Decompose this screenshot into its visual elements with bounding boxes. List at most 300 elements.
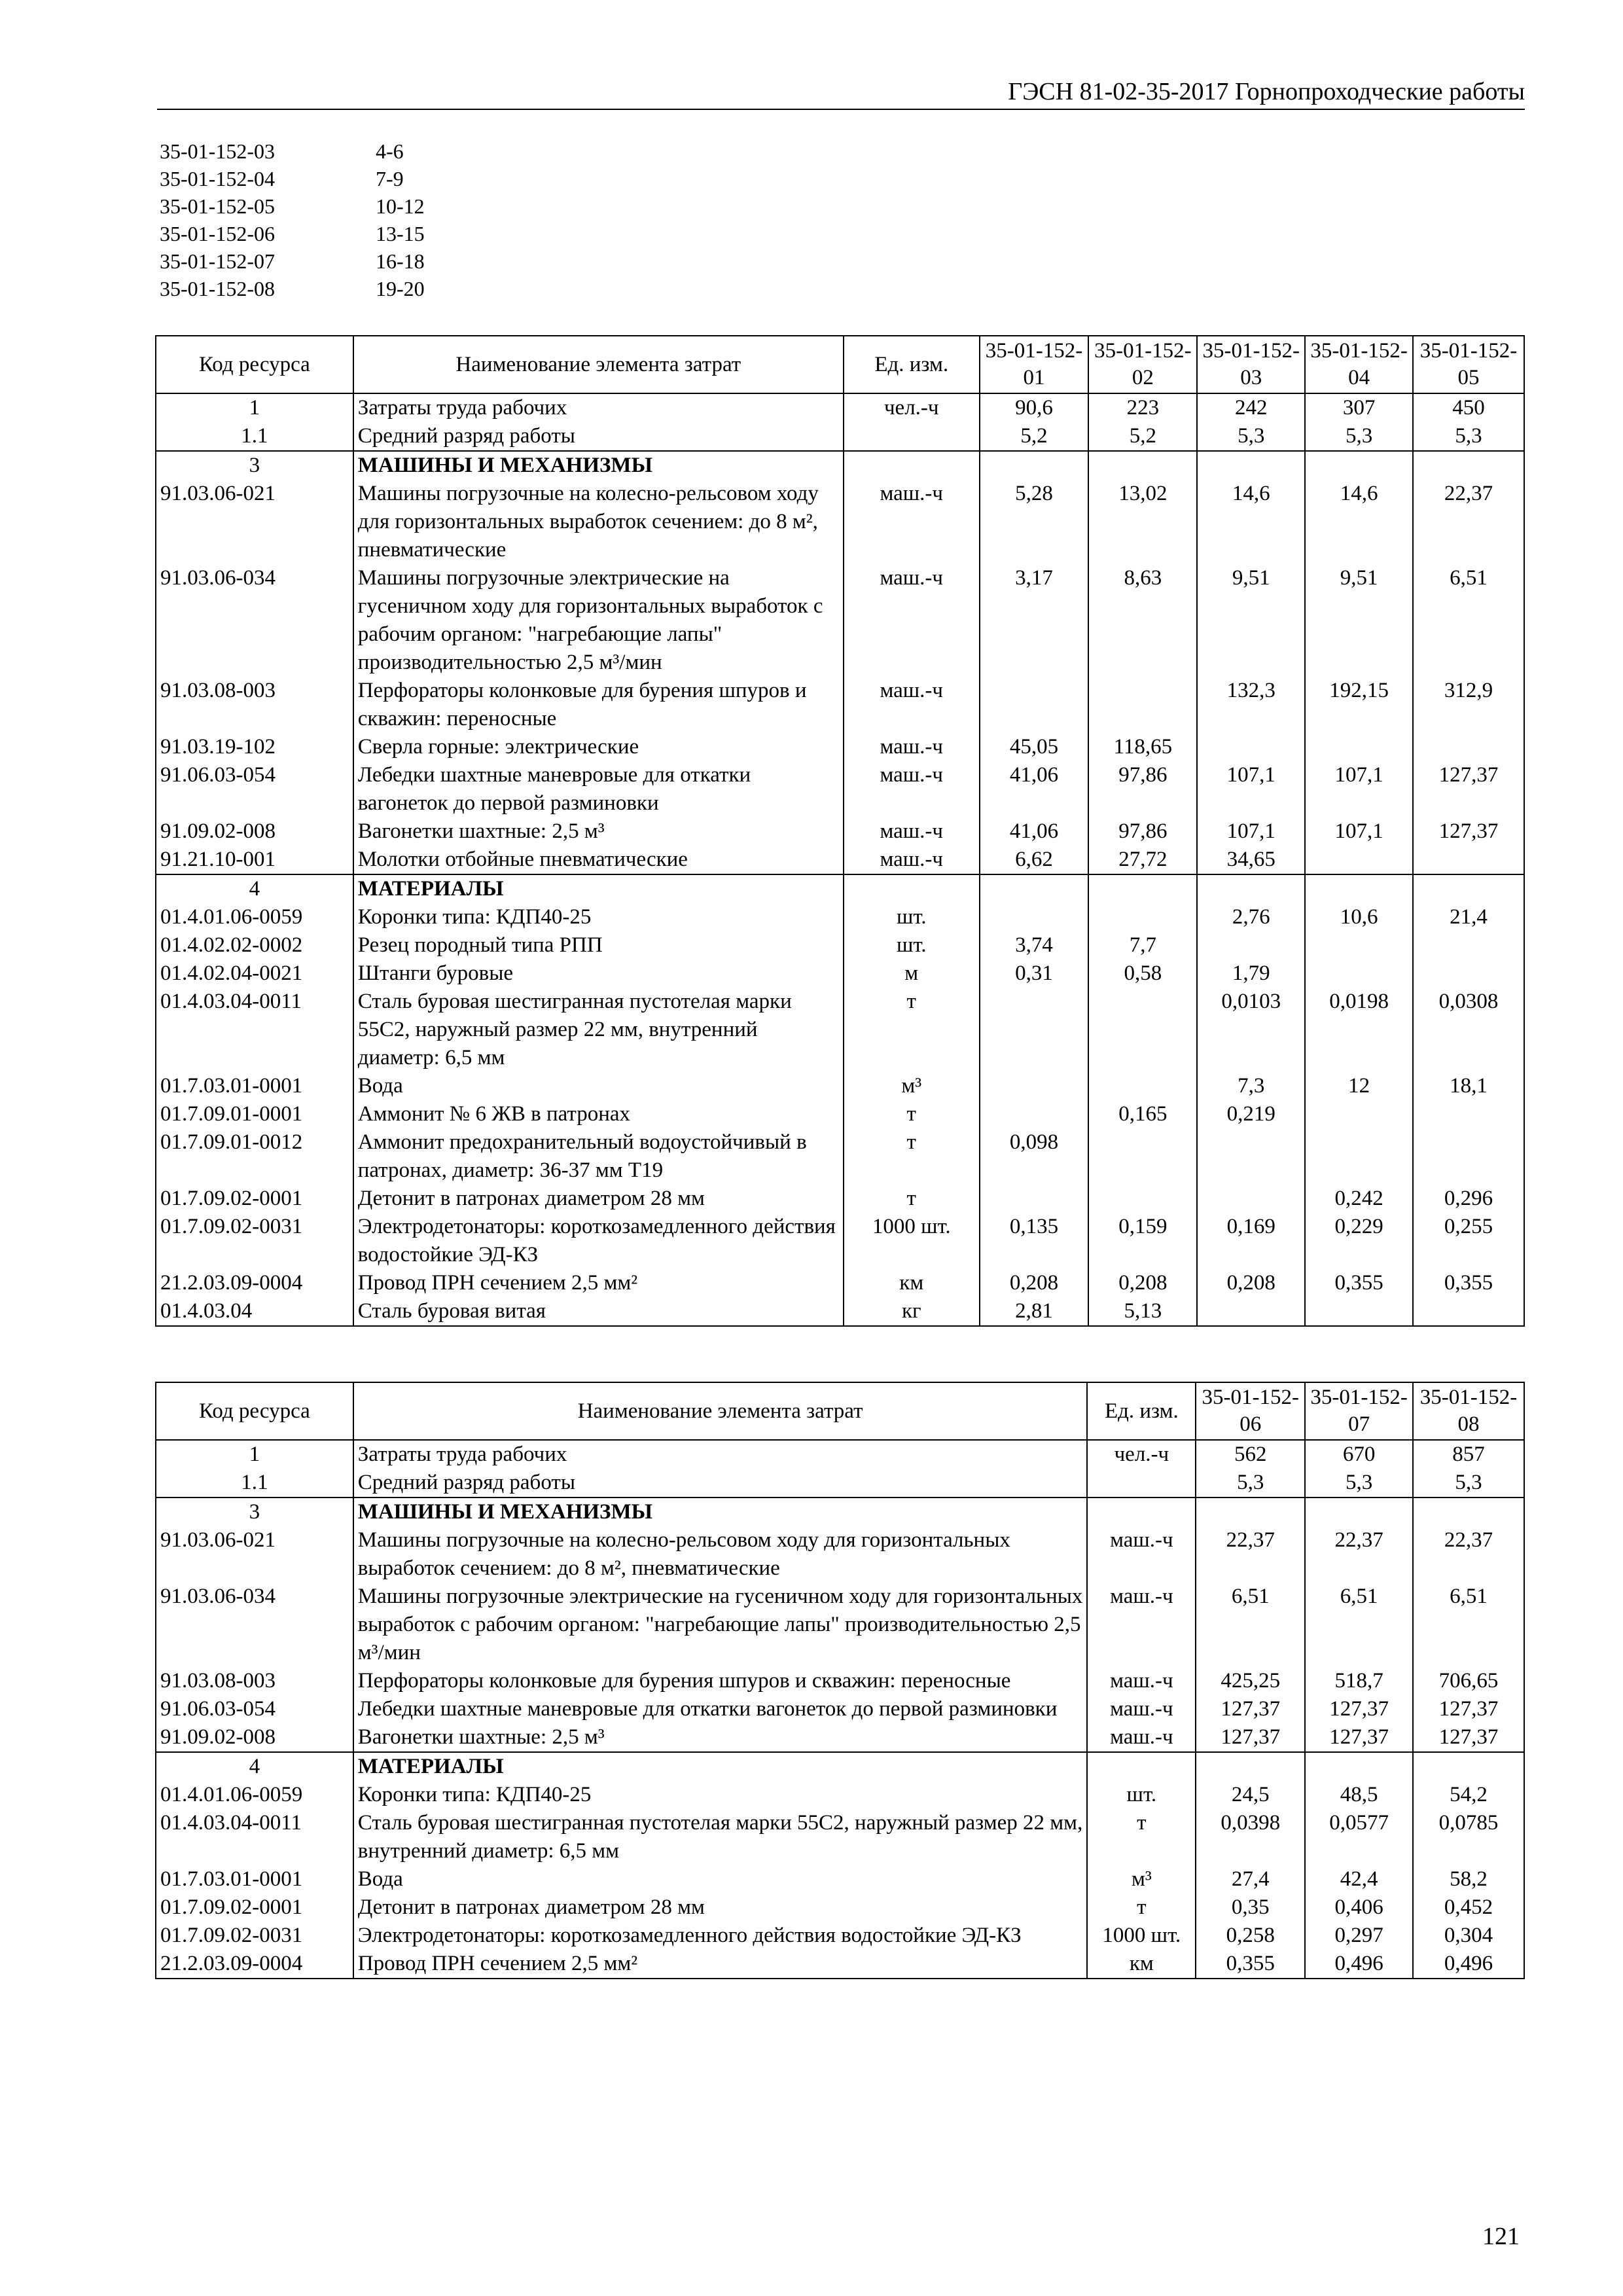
table-row (156, 903, 1524, 931)
table-row (156, 1128, 1524, 1185)
resource-name: Затраты труда рабочих (353, 393, 844, 422)
list-item (160, 275, 425, 302)
resource-name: Штанги буровые (353, 960, 844, 988)
resource-unit: м³ (844, 1072, 980, 1100)
resource-value: 307 (1305, 393, 1413, 422)
resource-value: 706,65 (1413, 1667, 1524, 1695)
table-row (156, 1893, 1524, 1922)
resource-value (1305, 733, 1413, 761)
resource-code: 01.7.09.01-0012 (156, 1128, 353, 1185)
resource-table-2 (155, 1382, 1525, 1979)
resource-value: 5,3 (1197, 422, 1305, 451)
table-header-row (156, 336, 1524, 393)
table-row (156, 422, 1524, 451)
resource-code: 1 (156, 393, 353, 422)
code-label: 35-01-152-08 (160, 277, 275, 300)
resource-value: 21,4 (1413, 903, 1524, 931)
resource-code: 01.4.03.04 (156, 1297, 353, 1326)
table-row (156, 677, 1524, 733)
resource-value: 97,86 (1088, 761, 1197, 817)
resource-value (1305, 1752, 1413, 1781)
resource-code: 01.4.02.04-0021 (156, 960, 353, 988)
resource-value: 0,258 (1196, 1922, 1305, 1950)
table-row (156, 1723, 1524, 1752)
resource-name: Провод ПРН сечением 2,5 мм² (353, 1269, 844, 1297)
header-unit: Ед. изм. (1087, 1382, 1196, 1440)
resource-unit: чел.-ч (1087, 1440, 1196, 1469)
resource-value: 2,81 (980, 1297, 1089, 1326)
resource-value: 5,3 (1305, 1469, 1413, 1498)
resource-value (1305, 874, 1413, 903)
resource-code: 01.7.09.02-0031 (156, 1922, 353, 1950)
resource-value: 127,37 (1305, 1695, 1413, 1723)
resource-value: 42,4 (1305, 1865, 1413, 1893)
resource-value (1197, 1128, 1305, 1185)
resource-value: 0,452 (1413, 1893, 1524, 1922)
list-item (160, 137, 425, 165)
resource-value: 0,355 (1305, 1269, 1413, 1297)
resource-value: 192,15 (1305, 677, 1413, 733)
resource-unit: 1000 шт. (844, 1213, 980, 1269)
resource-value: 242 (1197, 393, 1305, 422)
resource-name: Детонит в патронах диаметром 28 мм (353, 1893, 1088, 1922)
resource-value: 127,37 (1196, 1723, 1305, 1752)
resource-code: 91.03.06-034 (156, 564, 353, 677)
resource-value: 5,2 (1088, 422, 1197, 451)
resource-name: Машины погрузочные электрические на гусеничном ходу для горизонтальных выработок с рабочим органом: "нагребающие лапы" производительностью 2,5 м³/мин (353, 564, 844, 677)
resource-value (980, 451, 1089, 480)
resource-name: МАШИНЫ И МЕХАНИЗМЫ (353, 451, 844, 480)
resource-code: 01.7.09.02-0031 (156, 1213, 353, 1269)
resource-value: 5,3 (1305, 422, 1413, 451)
resource-value (1413, 874, 1524, 903)
resource-value: 518,7 (1305, 1667, 1413, 1695)
resource-name: Перфораторы колонковые для бурения шпуров и скважин: переносные (353, 1667, 1088, 1695)
resource-unit (1087, 1752, 1196, 1781)
resource-value: 0,496 (1305, 1950, 1413, 1979)
resource-value: 107,1 (1305, 817, 1413, 846)
resource-value: 312,9 (1413, 677, 1524, 733)
resource-value: 14,6 (1197, 480, 1305, 564)
resource-name: Коронки типа: КДП40-25 (353, 1781, 1088, 1809)
resource-name: МАТЕРИАЛЫ (353, 1752, 1088, 1781)
resource-unit (844, 874, 980, 903)
resource-value (980, 874, 1089, 903)
range-label: 7-9 (376, 167, 404, 190)
resource-code: 3 (156, 451, 353, 480)
resource-code: 01.7.03.01-0001 (156, 1865, 353, 1893)
resource-value: 7,7 (1088, 931, 1197, 960)
resource-value: 0,098 (980, 1128, 1089, 1185)
resource-value: 450 (1413, 393, 1524, 422)
resource-value (980, 903, 1089, 931)
resource-code: 91.06.03-054 (156, 761, 353, 817)
resource-value: 0,159 (1088, 1213, 1197, 1269)
resource-code: 01.7.03.01-0001 (156, 1072, 353, 1100)
resource-table-1 (155, 335, 1525, 1327)
table-row (156, 1865, 1524, 1893)
resource-value (1088, 451, 1197, 480)
resource-value (1305, 1128, 1413, 1185)
resource-value (1305, 846, 1413, 874)
resource-value: 6,51 (1305, 1583, 1413, 1667)
resource-value: 0,35 (1196, 1893, 1305, 1922)
resource-unit: маш.-ч (1087, 1526, 1196, 1583)
resource-name: Вагонетки шахтные: 2,5 м³ (353, 817, 844, 846)
resource-unit: км (1087, 1950, 1196, 1979)
resource-value (1305, 931, 1413, 960)
table-row (156, 1498, 1524, 1526)
list-item (160, 247, 425, 275)
resource-unit: маш.-ч (1087, 1583, 1196, 1667)
resource-name: Сталь буровая витая (353, 1297, 844, 1326)
range-label: 16-18 (376, 249, 425, 273)
resource-unit: т (1087, 1893, 1196, 1922)
resource-code: 91.03.08-003 (156, 1667, 353, 1695)
resource-value: 127,37 (1413, 817, 1524, 846)
resource-value (1413, 931, 1524, 960)
resource-value (1088, 988, 1197, 1072)
resource-code: 01.7.09.02-0001 (156, 1185, 353, 1213)
resource-code: 91.09.02-008 (156, 1723, 353, 1752)
resource-value: 132,3 (1197, 677, 1305, 733)
header-col: 35-01-152-04 (1305, 336, 1413, 393)
resource-value: 0,496 (1413, 1950, 1524, 1979)
resource-unit: т (844, 988, 980, 1072)
resource-value (1305, 1297, 1413, 1326)
resource-value: 13,02 (1088, 480, 1197, 564)
resource-value: 10,6 (1305, 903, 1413, 931)
range-label: 13-15 (376, 222, 425, 245)
resource-value: 0,255 (1413, 1213, 1524, 1269)
resource-value: 12 (1305, 1072, 1413, 1100)
resource-value (1305, 1498, 1413, 1526)
resource-value: 9,51 (1305, 564, 1413, 677)
resource-code: 91.21.10-001 (156, 846, 353, 874)
header-name: Наименование элемента затрат (353, 1382, 1088, 1440)
resource-value: 1,79 (1197, 960, 1305, 988)
resource-value: 0,58 (1088, 960, 1197, 988)
resource-code: 21.2.03.09-0004 (156, 1269, 353, 1297)
resource-value (1196, 1498, 1305, 1526)
resource-value: 14,6 (1305, 480, 1413, 564)
resource-unit: маш.-ч (844, 761, 980, 817)
table-row (156, 1695, 1524, 1723)
header-name: Наименование элемента затрат (353, 336, 844, 393)
resource-value: 0,355 (1413, 1269, 1524, 1297)
table-row (156, 761, 1524, 817)
resource-name: Вагонетки шахтные: 2,5 м³ (353, 1723, 1088, 1752)
resource-value (980, 1185, 1089, 1213)
resource-value: 562 (1196, 1440, 1305, 1469)
table-row (156, 1072, 1524, 1100)
resource-unit: маш.-ч (844, 480, 980, 564)
header-col: 35-01-152-03 (1197, 336, 1305, 393)
resource-unit: маш.-ч (1087, 1667, 1196, 1695)
resource-value: 127,37 (1413, 761, 1524, 817)
resource-name: Электродетонаторы: короткозамедленного действия водостойкие ЭД-КЗ (353, 1213, 844, 1269)
resource-unit: шт. (844, 903, 980, 931)
resource-name: Машины погрузочные на колесно-рельсовом ходу для горизонтальных выработок сечением: до 8 м², пневматические (353, 480, 844, 564)
resource-name: Средний разряд работы (353, 422, 844, 451)
resource-value (1197, 451, 1305, 480)
resource-value: 425,25 (1196, 1667, 1305, 1695)
resource-value (1197, 1185, 1305, 1213)
table-row (156, 480, 1524, 564)
table-row (156, 1809, 1524, 1865)
resource-value (1088, 677, 1197, 733)
resource-value: 5,3 (1413, 1469, 1524, 1498)
table-row (156, 817, 1524, 846)
resource-unit (844, 451, 980, 480)
resource-value: 5,13 (1088, 1297, 1197, 1326)
resource-value (1088, 1185, 1197, 1213)
resource-unit: шт. (844, 931, 980, 960)
resource-value: 3,74 (980, 931, 1089, 960)
resource-value: 24,5 (1196, 1781, 1305, 1809)
resource-name: Вода (353, 1865, 1088, 1893)
resource-value: 0,0308 (1413, 988, 1524, 1072)
resource-value: 41,06 (980, 761, 1089, 817)
resource-value: 97,86 (1088, 817, 1197, 846)
list-item (160, 165, 425, 192)
code-label: 35-01-152-05 (160, 194, 275, 218)
document-title: ГЭСН 81-02-35-2017 Горнопроходческие работы (1008, 78, 1525, 105)
resource-value: 0,297 (1305, 1922, 1413, 1950)
resource-code: 91.06.03-054 (156, 1695, 353, 1723)
resource-name: Резец породный типа РПП (353, 931, 844, 960)
resource-code: 91.03.08-003 (156, 677, 353, 733)
table-row (156, 1583, 1524, 1667)
resource-value: 22,37 (1305, 1526, 1413, 1583)
table-row (156, 960, 1524, 988)
table-row (156, 1469, 1524, 1498)
resource-value (980, 677, 1089, 733)
resource-value (980, 1100, 1089, 1128)
resource-value (1413, 1297, 1524, 1326)
resource-name: Лебедки шахтные маневровые для откатки вагонеток до первой разминовки (353, 1695, 1088, 1723)
table-row (156, 451, 1524, 480)
resource-value: 118,65 (1088, 733, 1197, 761)
resource-code: 91.03.06-021 (156, 480, 353, 564)
resource-unit: маш.-ч (844, 564, 980, 677)
page-number: 121 (1482, 2223, 1520, 2250)
resource-value (1196, 1752, 1305, 1781)
table-row (156, 1922, 1524, 1950)
resource-value: 3,17 (980, 564, 1089, 677)
resource-value: 107,1 (1197, 761, 1305, 817)
resource-value: 5,2 (980, 422, 1089, 451)
header-code: Код ресурса (156, 1382, 353, 1440)
resource-value: 5,3 (1413, 422, 1524, 451)
resource-value: 58,2 (1413, 1865, 1524, 1893)
resource-unit: маш.-ч (844, 846, 980, 874)
table-row (156, 1526, 1524, 1583)
resource-code: 01.7.09.01-0001 (156, 1100, 353, 1128)
range-label: 4-6 (376, 139, 404, 163)
code-label: 35-01-152-04 (160, 167, 275, 190)
resource-code: 91.09.02-008 (156, 817, 353, 846)
resource-value: 22,37 (1196, 1526, 1305, 1583)
table-row (156, 1100, 1524, 1128)
resource-name: Аммонит № 6 ЖВ в патронах (353, 1100, 844, 1128)
resource-value: 48,5 (1305, 1781, 1413, 1809)
resource-value: 54,2 (1413, 1781, 1524, 1809)
resource-value: 0,0577 (1305, 1809, 1413, 1865)
header-col: 35-01-152-05 (1413, 336, 1524, 393)
code-range-list (160, 137, 425, 302)
code-label: 35-01-152-03 (160, 139, 275, 163)
resource-name: Сверла горные: электрические (353, 733, 844, 761)
resource-value: 670 (1305, 1440, 1413, 1469)
resource-unit: т (844, 1100, 980, 1128)
resource-value (1413, 1100, 1524, 1128)
table-row (156, 874, 1524, 903)
resource-code: 91.03.06-034 (156, 1583, 353, 1667)
resource-unit: км (844, 1269, 980, 1297)
resource-value: 857 (1413, 1440, 1524, 1469)
resource-value: 34,65 (1197, 846, 1305, 874)
resource-value: 45,05 (980, 733, 1089, 761)
resource-value: 22,37 (1413, 480, 1524, 564)
resource-value: 0,31 (980, 960, 1089, 988)
code-label: 35-01-152-06 (160, 222, 275, 245)
resource-value: 0,229 (1305, 1213, 1413, 1269)
resource-value: 127,37 (1413, 1723, 1524, 1752)
resource-code: 3 (156, 1498, 353, 1526)
resource-value (1413, 733, 1524, 761)
resource-name: Перфораторы колонковые для бурения шпуров и скважин: переносные (353, 677, 844, 733)
resource-value: 0,304 (1413, 1922, 1524, 1950)
resource-value (1197, 874, 1305, 903)
resource-unit: чел.-ч (844, 393, 980, 422)
resource-unit: маш.-ч (844, 733, 980, 761)
code-label: 35-01-152-07 (160, 249, 275, 273)
resource-value (1305, 1100, 1413, 1128)
header-col: 35-01-152-01 (980, 336, 1089, 393)
resource-value: 27,72 (1088, 846, 1197, 874)
table-row (156, 1185, 1524, 1213)
resource-unit (844, 422, 980, 451)
resource-value (1413, 1752, 1524, 1781)
resource-name: Затраты труда рабочих (353, 1440, 1088, 1469)
resource-value (1088, 1128, 1197, 1185)
resource-code: 01.4.03.04-0011 (156, 1809, 353, 1865)
resource-value: 0,242 (1305, 1185, 1413, 1213)
resource-value: 2,76 (1197, 903, 1305, 931)
resource-value: 22,37 (1413, 1526, 1524, 1583)
resource-value (1088, 874, 1197, 903)
resource-value: 27,4 (1196, 1865, 1305, 1893)
resource-unit: т (844, 1185, 980, 1213)
resource-name: Средний разряд работы (353, 1469, 1088, 1498)
resource-code: 1.1 (156, 422, 353, 451)
resource-name: Сталь буровая шестигранная пустотелая марки 55С2, наружный размер 22 мм, внутренний диаметр: 6,5 мм (353, 1809, 1088, 1865)
resource-value: 6,62 (980, 846, 1089, 874)
table-row (156, 733, 1524, 761)
resource-value (1088, 903, 1197, 931)
resource-value: 107,1 (1305, 761, 1413, 817)
page-header (157, 77, 1525, 110)
resource-value: 127,37 (1413, 1695, 1524, 1723)
resource-code: 4 (156, 874, 353, 903)
table-row (156, 1297, 1524, 1326)
resource-unit: маш.-ч (1087, 1695, 1196, 1723)
resource-code: 4 (156, 1752, 353, 1781)
header-code: Код ресурса (156, 336, 353, 393)
resource-value: 0,219 (1197, 1100, 1305, 1128)
list-item (160, 220, 425, 247)
resource-value: 0,135 (980, 1213, 1089, 1269)
resource-unit: м (844, 960, 980, 988)
resource-value: 5,28 (980, 480, 1089, 564)
resource-name: МАТЕРИАЛЫ (353, 874, 844, 903)
resource-value: 6,51 (1196, 1583, 1305, 1667)
header-col: 35-01-152-07 (1305, 1382, 1413, 1440)
resource-name: Коронки типа: КДП40-25 (353, 903, 844, 931)
header-col: 35-01-152-06 (1196, 1382, 1305, 1440)
resource-name: Сталь буровая шестигранная пустотелая марки 55С2, наружный размер 22 мм, внутренний диаметр: 6,5 мм (353, 988, 844, 1072)
resource-value: 0,0103 (1197, 988, 1305, 1072)
resource-value: 9,51 (1197, 564, 1305, 677)
resource-value (1413, 1128, 1524, 1185)
resource-name: Вода (353, 1072, 844, 1100)
resource-value: 0,169 (1197, 1213, 1305, 1269)
resource-value: 0,208 (1197, 1269, 1305, 1297)
table-row (156, 1752, 1524, 1781)
resource-unit: 1000 шт. (1087, 1922, 1196, 1950)
resource-value (1197, 733, 1305, 761)
resource-value (980, 988, 1089, 1072)
resource-name: Аммонит предохранительный водоустойчивый в патронах, диаметр: 36-37 мм Т19 (353, 1128, 844, 1185)
resource-code: 1.1 (156, 1469, 353, 1498)
resource-value: 0,208 (1088, 1269, 1197, 1297)
list-item (160, 192, 425, 220)
resource-value: 8,63 (1088, 564, 1197, 677)
resource-value: 5,3 (1196, 1469, 1305, 1498)
resource-value: 6,51 (1413, 1583, 1524, 1667)
table-row (156, 1269, 1524, 1297)
resource-value: 223 (1088, 393, 1197, 422)
table-row (156, 564, 1524, 677)
table-row (156, 1950, 1524, 1979)
resource-unit: шт. (1087, 1781, 1196, 1809)
resource-value (980, 1072, 1089, 1100)
resource-value: 7,3 (1197, 1072, 1305, 1100)
resource-value: 107,1 (1197, 817, 1305, 846)
resource-unit: маш.-ч (1087, 1723, 1196, 1752)
resource-unit: м³ (1087, 1865, 1196, 1893)
header-unit: Ед. изм. (844, 336, 980, 393)
resource-value: 0,0785 (1413, 1809, 1524, 1865)
table-row (156, 1667, 1524, 1695)
resource-unit: маш.-ч (844, 677, 980, 733)
resource-value: 0,0398 (1196, 1809, 1305, 1865)
resource-name: МАШИНЫ И МЕХАНИЗМЫ (353, 1498, 1088, 1526)
table-row (156, 846, 1524, 874)
resource-code: 01.7.09.02-0001 (156, 1893, 353, 1922)
resource-code: 01.4.03.04-0011 (156, 988, 353, 1072)
table-row (156, 1440, 1524, 1469)
header-col: 35-01-152-02 (1088, 336, 1197, 393)
resource-code: 01.4.02.02-0002 (156, 931, 353, 960)
resource-name: Детонит в патронах диаметром 28 мм (353, 1185, 844, 1213)
resource-value (1305, 451, 1413, 480)
resource-value: 127,37 (1305, 1723, 1413, 1752)
resource-value: 41,06 (980, 817, 1089, 846)
resource-unit: т (1087, 1809, 1196, 1865)
resource-value: 18,1 (1413, 1072, 1524, 1100)
